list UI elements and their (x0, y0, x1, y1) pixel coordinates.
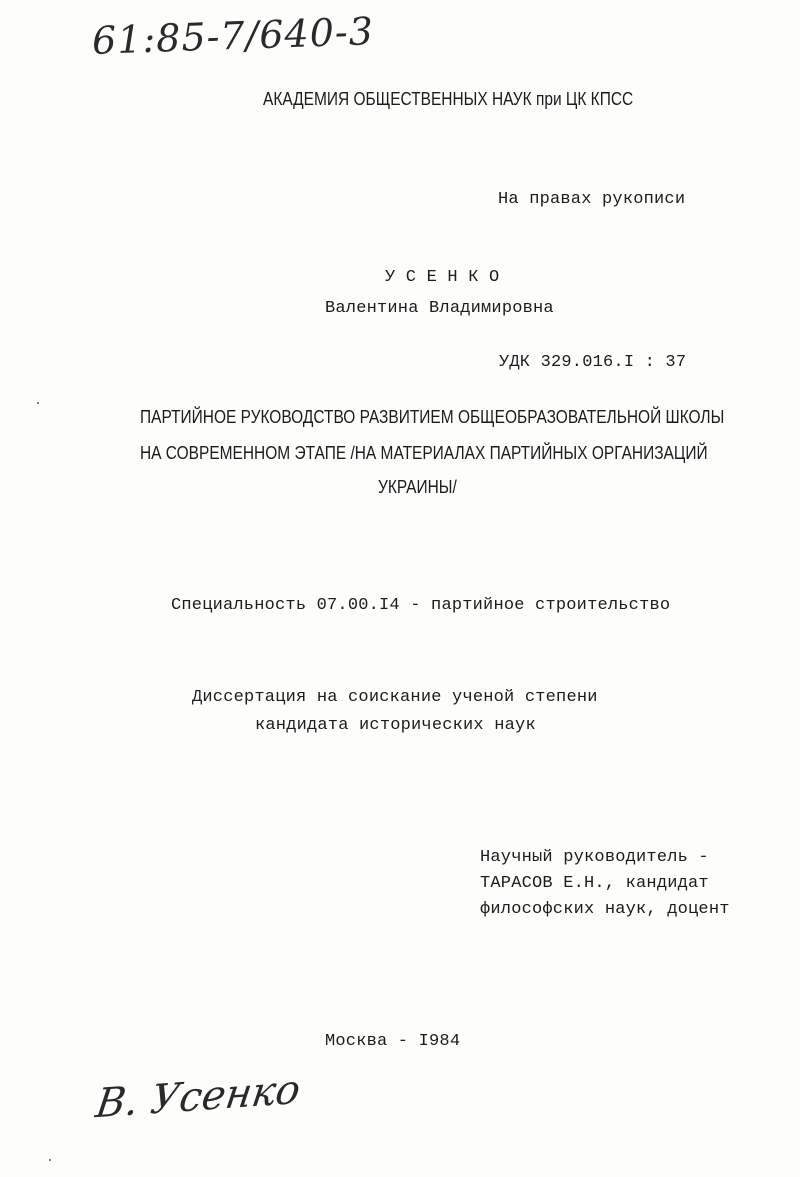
title-line-3: УКРАИНЫ/ (378, 477, 457, 497)
title-line-1: ПАРТИЙНОЕ РУКОВОДСТВО РАЗВИТИЕМ ОБЩЕОБРАЗОВАТЕЛЬНОЙ ШКОЛЫ (140, 407, 725, 427)
author-given-names: Валентина Владимировна (325, 299, 554, 318)
title-line-2: НА СОВРЕМЕННОМ ЭТАПЕ /НА МАТЕРИАЛАХ ПАРТИЙНЫХ ОРГАНИЗАЦИЙ (140, 443, 708, 463)
specialty: Специальность 07.00.I4 - партийное строительство (171, 596, 671, 615)
scan-speck (49, 1159, 51, 1161)
author-signature: В. Усенко (92, 1066, 304, 1128)
udc-code: УДК 329.016.I : 37 (499, 353, 687, 372)
supervisor-line-3: философских наук, доцент (480, 900, 730, 919)
supervisor-line-1: Научный руководитель - (480, 848, 709, 867)
author-surname: У С Е Н К О (385, 268, 500, 287)
place-year: Москва - I984 (325, 1032, 461, 1051)
degree-line-2: кандидата исторических наук (255, 716, 536, 735)
manuscript-note: На правах рукописи (498, 190, 686, 209)
scan-speck (37, 402, 39, 404)
supervisor-line-2: ТАРАСОВ Е.Н., кандидат (480, 874, 709, 893)
archive-code-handwritten: 61:85-7/640-3 (91, 9, 375, 63)
institution-name: АКАДЕМИЯ ОБЩЕСТВЕННЫХ НАУК при ЦК КПСС (263, 89, 634, 109)
degree-line-1: Диссертация на соискание ученой степени (192, 688, 598, 707)
